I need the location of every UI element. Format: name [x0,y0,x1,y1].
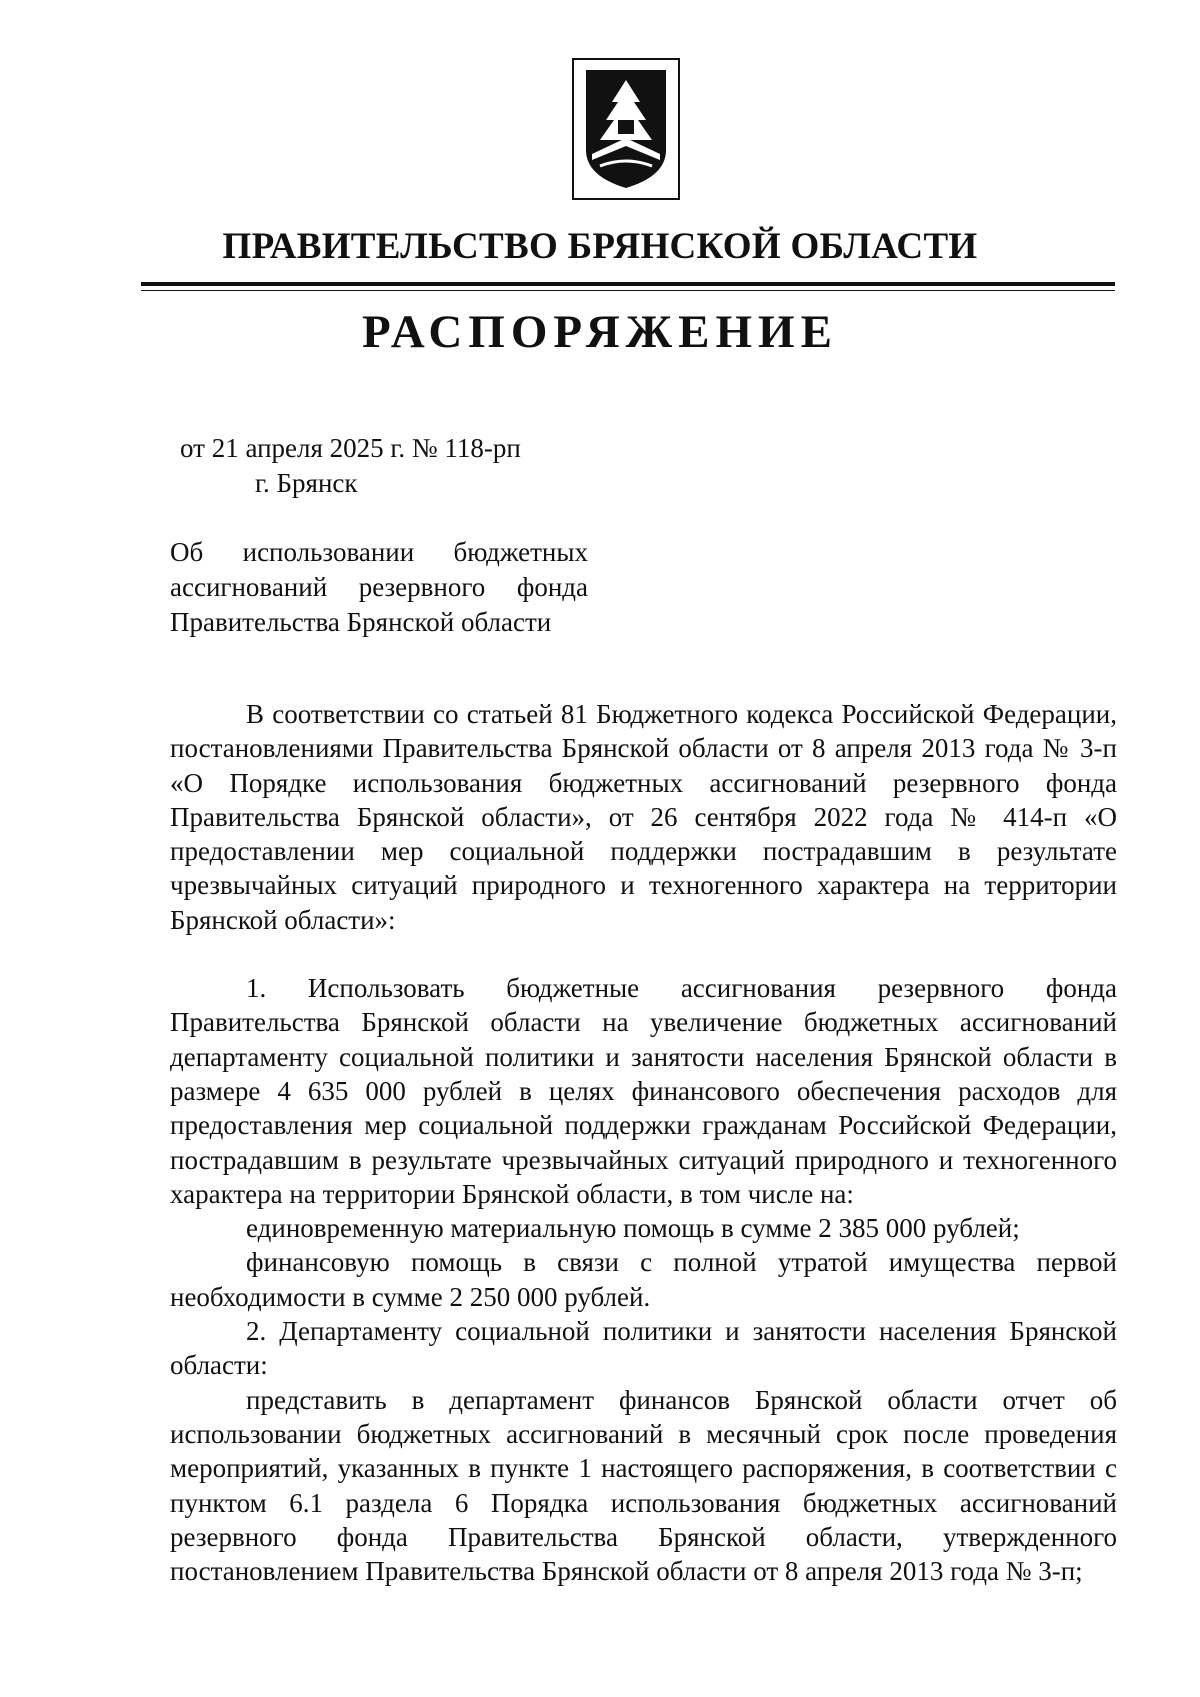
item-2-subitem: представить в департамент финансов Брянской области отчет об использовании бюджетных ассигнований в месячный срок после проведения мероприятий, указанных в пункте 1 настоящего распоряжения, в соответствии с пунктом 6.1 раздела 6 Порядка использования бюджетных ассигнований резервного фонда Правительства Брянской области, утвержденного постановлением Правительства Брянской области от 8 апреля 2013 года № 3-п; [170,1384,1117,1587]
document-type-title: РАСПОРЯЖЕНИЕ [362,306,838,358]
header-divider-thick [141,282,1115,286]
city: г. Брянск [255,468,358,498]
document-subject [170,535,588,640]
date-and-number: от 21 апреля 2025 г. № 118-рп [180,433,521,463]
item-1-subitem: единовременную материальную помощь в сумме 2 385 000 рублей; [246,1213,1020,1244]
item-2-paragraph: 2. Департаменту социальной политики и занятости населения Брянской области: [170,1316,1117,1381]
item-1-paragraph: 1. Использовать бюджетные ассигнования резервного фонда Правительства Брянской области на увеличение бюджетных ассигнований департаменту социальной политики и занятости населения Брянской области в размере 4 635 000 рублей в целях финансового обеспечения расходов для предоставления мер социальной поддержки гражданам Российской Федерации, пострадавшим в результате чрезвычайных ситуаций природного и техногенного характера на территории Брянской области, в том числе на: [170,973,1117,1209]
preamble-paragraph: В соответствии со статьей 81 Бюджетного кодекса Российской Федерации, постановлениями Правительства Брянской области от 8 апреля 2013 года № 3-п «О Порядке использования бюджетных ассигнований резервного фонда Правительства Брянской области», от 26 сентября 2022 года № 414-п «О предоставлении мер социальной поддержки пострадавшим в результате чрезвычайных ситуаций природного и техногенного характера на территории Брянской области»: [170,699,1117,935]
subject-line: Об использовании бюджетных [170,537,588,567]
item-1-subitem: финансовую помощь в связи с полной утратой имущества первой необходимости в сумме 2 250 000 рублей. [170,1247,1117,1312]
header-divider-thin [141,290,1115,291]
subject-line: Правительства Брянской области [170,607,552,637]
organization-name: ПРАВИТЕЛЬСТВО БРЯНСКОЙ ОБЛАСТИ [222,226,978,267]
subject-line: ассигнований резервного фонда [170,572,588,602]
document-body [170,697,1117,1588]
bryansk-coat-of-arms-icon [572,58,680,200]
